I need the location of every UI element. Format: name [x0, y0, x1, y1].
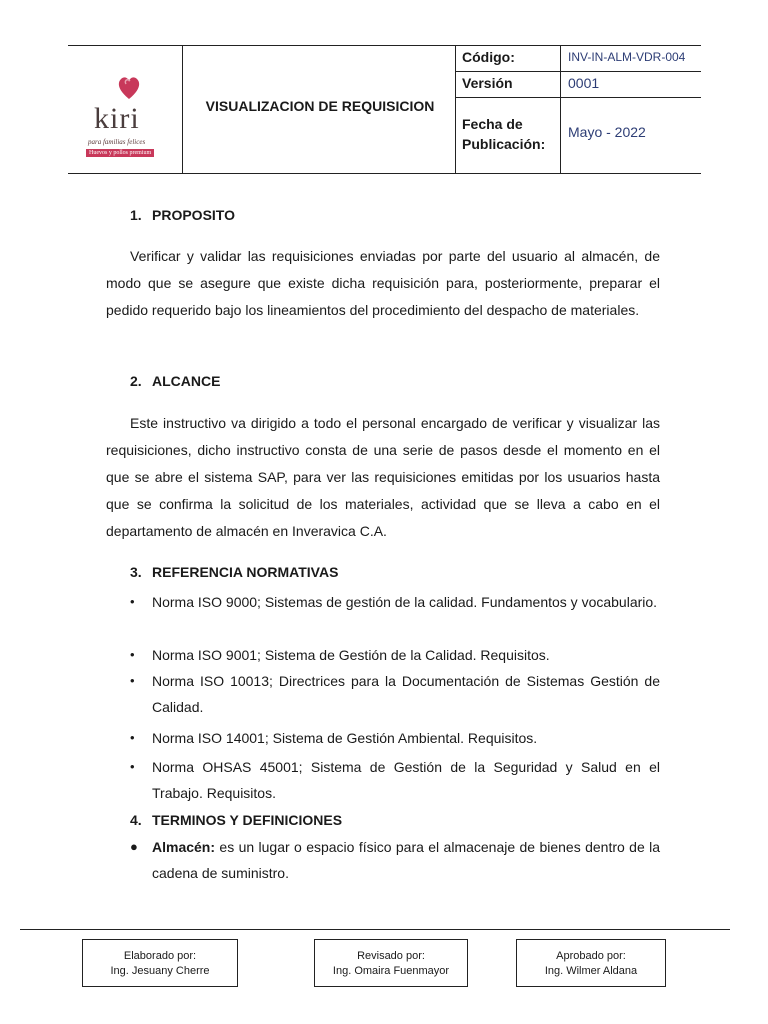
signature-box-revisado [314, 939, 468, 987]
header-col-rule-1 [182, 45, 183, 173]
section-title: REFERENCIA NORMATIVAS [152, 564, 339, 580]
footer-rule [20, 929, 730, 930]
section-heading-terminos [130, 812, 342, 828]
signature-box-elaborado [82, 939, 238, 987]
elaborado-label: Elaborado por: [123, 950, 197, 962]
kiri-logo [80, 66, 176, 166]
section-number: 3. [130, 564, 142, 580]
logo-wordmark: kiri [94, 102, 140, 135]
section-number: 4. [130, 812, 142, 828]
codigo-label: Código: [462, 49, 515, 65]
section-heading-referencia [130, 564, 338, 580]
section-title: ALCANCE [152, 373, 221, 389]
section-title: PROPOSITO [152, 207, 235, 223]
version-label: Versión [462, 75, 513, 91]
header-bottom-rule [68, 173, 701, 174]
fecha-value: Mayo - 2022 [568, 124, 646, 140]
revisado-name: Ing. Omaira Fuenmayor [332, 965, 450, 977]
codigo-value: INV-IN-ALM-VDR-004 [568, 50, 686, 64]
version-value: 0001 [568, 75, 600, 91]
definition-text [152, 834, 660, 886]
alcance-paragraph: Este instructivo va dirigido a todo el personal encargado de verificar y visualizar las requisiciones, dicho instructivo consta de una serie de pasos desde el momento en el que se abre el sistema SAP, para ver las requisiciones emitidas por los usuarios hasta que se confirma la solicitud de los materiales, actividad que se lleva a cabo en el departamento de almacén en Inveravica C.A. [106, 415, 660, 539]
bullet-icon: • [130, 673, 135, 688]
header-col-rule-3 [560, 45, 561, 173]
section-heading-alcance [130, 373, 220, 389]
list-item-text: Norma ISO 14001; Sistema de Gestión Ambiental. Requisitos. [152, 730, 538, 746]
proposito-paragraph: Verificar y validar las requisiciones enviadas por parte del usuario al almacén, de modo que se asegure que existe dicha requisición para, posteriormente, preparar el pedido requerido bajo los lineamientos del procedimiento del despacho de materiales. [106, 248, 660, 318]
list-item [130, 642, 660, 668]
logo-tagline: para familias felices [88, 138, 146, 146]
heart-icon [114, 72, 144, 102]
logo-subtag: Huevos y pollos premium [86, 149, 154, 157]
section-number: 1. [130, 207, 142, 223]
aprobado-label: Aprobado por: [556, 950, 626, 962]
list-item-text: Norma ISO 10013; Directrices para la Documentación de Sistemas Gestión de Calidad. [152, 673, 660, 715]
list-item-text: Norma ISO 9000; Sistemas de gestión de la calidad. Fundamentos y vocabulario. [152, 594, 658, 610]
bullet-icon: • [130, 647, 135, 662]
list-item [130, 754, 660, 806]
bullet-icon: • [130, 759, 135, 774]
bullet-icon: • [130, 730, 135, 745]
bullet-icon: ● [130, 839, 138, 854]
aprobado-name: Ing. Wilmer Aldana [544, 965, 638, 977]
header-col-rule-2 [455, 45, 456, 173]
list-item [130, 725, 660, 751]
revisado-label: Revisado por: [357, 950, 425, 962]
section-heading-proposito [130, 207, 235, 223]
header-row-rule-2 [455, 97, 701, 98]
section-number: 2. [130, 373, 142, 389]
section-title: TERMINOS Y DEFINICIONES [152, 812, 343, 828]
header-top-rule [68, 45, 701, 46]
definition-term: Almacén: [152, 839, 216, 855]
list-item [130, 589, 660, 615]
fecha-label: Fecha de Publicación: [462, 116, 546, 152]
document-title: VISUALIZACION DE REQUISICION [205, 98, 435, 114]
definition-body: es un lugar o espacio físico para el almacenaje de bienes dentro de la cadena de suministro. [152, 839, 661, 881]
signature-box-aprobado [516, 939, 666, 987]
definition-item [130, 834, 660, 886]
bullet-icon: • [130, 594, 135, 609]
list-item-text: Norma OHSAS 45001; Sistema de Gestión de la Seguridad y Salud en el Trabajo. Requisitos. [152, 759, 660, 801]
elaborado-name: Ing. Jesuany Cherre [110, 965, 210, 977]
list-item-text: Norma ISO 9001; Sistema de Gestión de la Calidad. Requisitos. [152, 647, 550, 663]
list-item [130, 668, 660, 720]
header-row-rule-1 [455, 71, 701, 72]
